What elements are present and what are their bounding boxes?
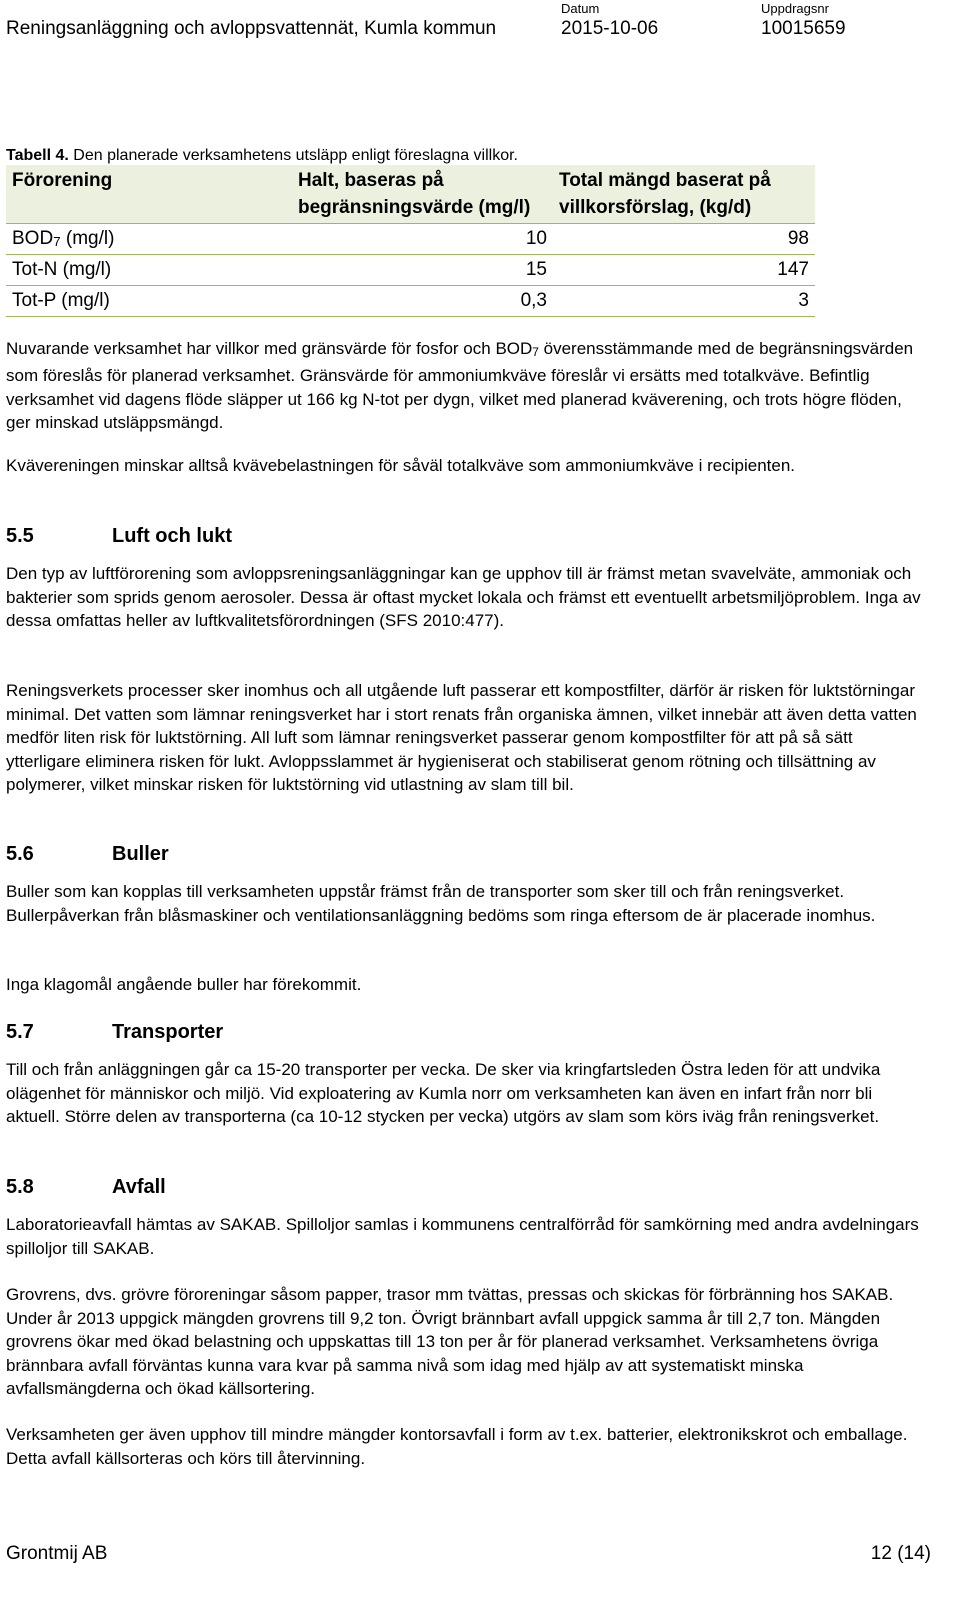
table-row [6, 286, 815, 317]
paragraph-avfall-2: Grovrens, dvs. grövre föroreningar såsom papper, trasor mm tvättas, pressas och skickas för förbränning hos SAKAB. Under år 2013 uppgick mängden grovrens till 9,2 ton. Övrigt brännbart avfall uppgick samma år till 2,7 ton. Mängden grovrens ökar med ökad belastning och uppskattas till 13 ton per år för planerad verksamhet. Verksamhetens övriga brännbara avfall förväntas kunna vara kvar på samma nivå som idag med hjälp av att systematiskt minska avfallsmängderna och ökad källsortering. [6, 1285, 894, 1398]
paragraph-buller-1: Buller som kan kopplas till verksamheten uppstår främst från de transporter som sker till och från reningsverket. Bullerpåverkan från blåsmaskiner och ventilationsanläggning bedöms som ringa eftersom de är placerade inomhus. [6, 882, 876, 925]
table-header-cell: Total mängd baserat på villkorsförslag, (kg/d) [553, 165, 815, 224]
ref-value: 10015659 [761, 18, 846, 39]
section-heading-avfall: 5.8 Avfall [6, 1176, 166, 1198]
section-heading-luft-och-lukt: 5.5 Luft och lukt [6, 525, 232, 547]
date-label: Datum [561, 1, 600, 16]
emissions-table [6, 165, 815, 317]
paragraph-avfall-3: Verksamheten ger även upphov till mindre mängder kontorsavfall i form av t.ex. batterier, elektronikskrot och emballage. Detta avfall källsorteras och körs till återvinning. [6, 1425, 908, 1468]
table-header-cell: Förorening [6, 165, 292, 224]
table-caption-label: Tabell 4. [6, 147, 69, 164]
table-caption-text: Den planerade verksamhetens utsläpp enligt föreslagna villkor. [68, 147, 518, 164]
document-title: Reningsanläggning och avloppsvattennät, Kumla kommun [6, 18, 497, 39]
date-value: 2015-10-06 [561, 18, 659, 39]
total-cell: 98 [553, 224, 815, 255]
paragraph-transporter: Till och från anläggningen går ca 15-20 transporter per vecka. De sker via kringfartsleden Östra leden för att undvika olägenhet för människor och miljö. Vid exploatering av Kumla norr om verksamheten kan även en infart från norr bli aktuell. Större delen av transporterna (ca 10-12 stycken per vecka) utgörs av slam som körs iväg från reningsverket. [6, 1060, 881, 1126]
paragraph-avfall-1: Laboratorieavfall hämtas av SAKAB. Spilloljor samlas i kommunens centralförråd för samkörning med andra avdelningars spilloljor till SAKAB. [6, 1215, 919, 1258]
total-cell: 3 [553, 286, 815, 317]
table-header-row [6, 165, 815, 224]
paragraph-luft-2: Reningsverkets processer sker inomhus och all utgående luft passerar ett kompostfilter, därför är risken för luktstörningar minimal. Det vatten som lämnar reningsverket har i stort renats från organiska ämnen, vilket innebär att även detta vatten medför liten risk för luktstörning. All luft som lämnar reningsverket passerar genom kompostfilter för att på så sätt ytterligare eliminera risken för lukt. Avloppsslammet är hygieniserat och stabiliserat genom rötning och tillsättning av polymerer, vilket minskar risken för luktstörning vid utlastning av slam till bil. [6, 681, 917, 794]
paragraph-kvavereningen: Kvävereningen minskar alltså kvävebelastningen för såväl totalkväve som ammoniumkväve i recipienten. [6, 456, 795, 475]
pollutant-cell: Tot-P (mg/l) [6, 286, 292, 317]
page-number: 12 (14) [870, 1543, 931, 1564]
halt-cell: 15 [292, 255, 553, 286]
table-row [6, 224, 815, 255]
page-footer [6, 1543, 931, 1565]
pollutant-cell: Tot-N (mg/l) [6, 255, 292, 286]
pollutant-cell: $BOD_7$ (mg/l) [6, 224, 292, 255]
page-header [0, 0, 960, 46]
paragraph-buller-2: Inga klagomål angående buller har förekommit. [6, 975, 362, 994]
halt-cell: 10 [292, 224, 553, 255]
paragraph-luft-1: Den typ av luftförorening som avloppsreningsanläggningar kan ge upphov till är främst metan svavelväte, ammoniak och bakterier som sprids genom aerosoler. Dessa är oftast mycket lokala och främst ett eventuellt arbetsmiljöproblem. Inga av dessa omfattas heller av luftkvalitetsförordningen (SFS 2010:477). [6, 564, 921, 630]
table-caption [6, 147, 518, 165]
halt-cell: 0,3 [292, 286, 553, 317]
section-heading-buller: 5.6 Buller [6, 843, 169, 865]
paragraph-villkor: Nuvarande verksamhet har villkor med gränsvärde för fosfor och $BOD_7$ överensstämmande med de begränsningsvärden som föreslås för planerad verksamhet. Gränsvärde för ammoniumkväve föreslår vi ersätts med totalkväve. Befintlig verksamhet vid dagens flöde släpper ut 166 kg N-tot per dygn, vilket med planerad kväverening, och trots högre flöden, ger minskad utsläppsmängd. [6, 339, 914, 433]
ref-label: Uppdragsnr [761, 1, 829, 16]
section-heading-transporter: 5.7 Transporter [6, 1021, 224, 1043]
table-row [6, 255, 815, 286]
company-name: Grontmij AB [6, 1543, 108, 1564]
total-cell: 147 [553, 255, 815, 286]
table-header-cell: Halt, baseras på begränsningsvärde (mg/l) [292, 165, 553, 224]
